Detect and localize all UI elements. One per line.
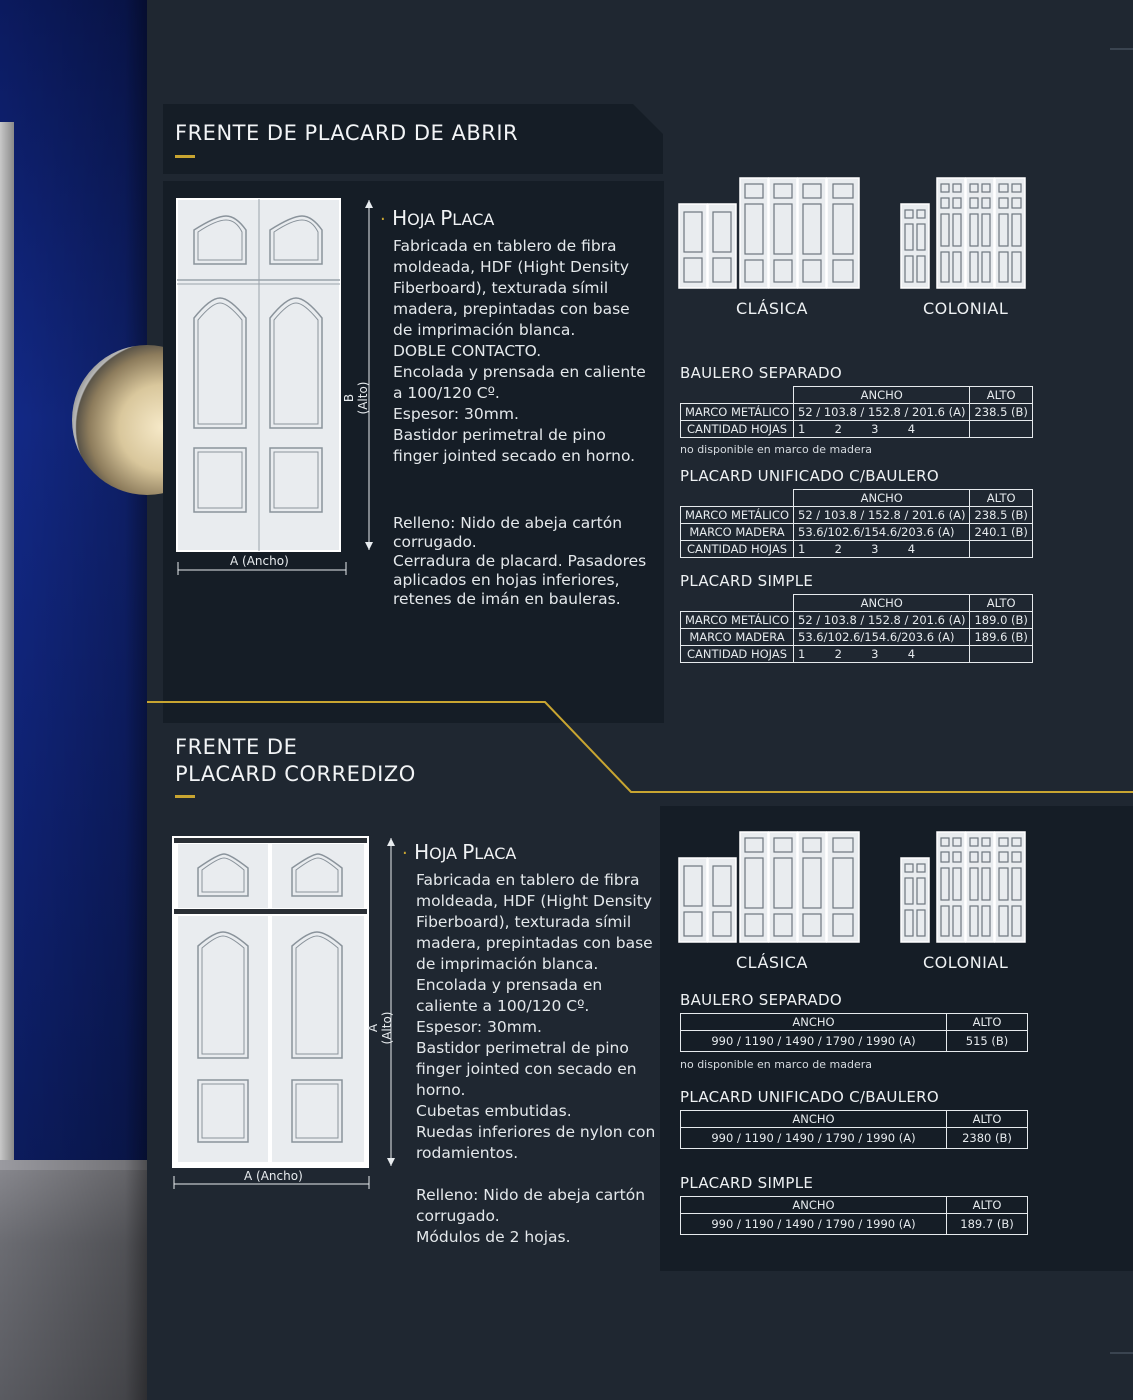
bullet-icon: · — [380, 209, 386, 230]
dim-width-label: A (Ancho) — [230, 554, 289, 568]
table3-title: PLACARD SIMPLE — [680, 572, 814, 590]
section2-title: FRENTE DE PLACARD CORREDIZO — [175, 735, 416, 786]
table1-title: BAULERO SEPARADO — [680, 364, 842, 382]
section1-title: FRENTE DE PLACARD DE ABRIR — [175, 121, 519, 145]
table5-title: PLACARD UNIFICADO C/BAULERO — [680, 1088, 939, 1106]
bullet-icon: · — [402, 843, 408, 864]
table-row: MARCO METÁLICO 52 / 103.8 / 152.8 / 201.6 (A) 238.5 (B) — [681, 507, 1033, 524]
table2-title: PLACARD UNIFICADO C/BAULERO — [680, 467, 939, 485]
table-row: MARCO METÁLICO 52 / 103.8 / 152.8 / 201.6 (A) 189.0 (B) — [681, 612, 1033, 629]
table-row: CANTIDAD HOJAS 1 2 3 4 — [681, 541, 1033, 558]
crop-mark — [1110, 1352, 1133, 1354]
table-row: MARCO MADERA 53.6/102.6/154.6/203.6 (A) 240.1 (B) — [681, 524, 1033, 541]
table-placard-unificado-2: ANCHO ALTO 990 / 1190 / 1490 / 1790 / 1990 (A) 2380 (B) — [680, 1110, 1028, 1149]
section1-description: Fabricada en tablero de fibra moldeada, HDF (Hight Density Fiberboard), texturada símil madera, prepintadas con base de imprimación blanca. DOBLE CONTACTO. Encolada y prensada en caliente a 100/120 Cº. Espesor: 30mm. Bastidor perimetral de pino finger jointed secado en horno. — [393, 237, 646, 465]
table-row: 990 / 1190 / 1490 / 1790 / 1990 (A) 515 (B) — [681, 1031, 1028, 1052]
section1-extra: Relleno: Nido de abeja cartón corrugado. Cerradura de placard. Pasadores aplicados en hojas inferiores, retenes de imán en bauleras. — [393, 514, 647, 608]
title-accent — [175, 795, 195, 798]
label-colonial: COLONIAL — [923, 953, 1009, 972]
dim-height-label: A (Alto) — [366, 1011, 394, 1045]
dim-height-label: B (Alto) — [342, 381, 370, 415]
table4-note: no disponible en marco de madera — [680, 1058, 872, 1071]
label-clasica: CLÁSICA — [736, 953, 808, 972]
table-placard-unificado: ANCHO ALTO MARCO METÁLICO 52 / 103.8 / 152.8 / 201.6 (A) 238.5 (B) MARCO MADERA 53.6/102.6/154.6/203.6 (A) 240.1 (B) CANTIDAD HOJAS 1 2 3 4 — [680, 489, 1033, 558]
table-row: CANTIDAD HOJAS 1 2 3 4 — [681, 421, 1033, 438]
table-placard-simple: ANCHO ALTO MARCO METÁLICO 52 / 103.8 / 152.8 / 201.6 (A) 189.0 (B) MARCO MADERA 53.6/102.6/154.6/203.6 (A) 189.6 (B) CANTIDAD HOJAS 1 2 3 4 — [680, 594, 1033, 663]
table4-title: BAULERO SEPARADO — [680, 991, 842, 1009]
section1-style-thumbnails — [678, 176, 1030, 292]
section2-description: Fabricada en tablero de fibra moldeada, HDF (Hight Density Fiberboard), texturada símil madera, prepintadas con base de imprimación blanca. Encolada y prensada en caliente a 100/120 Cº. Espesor: 30mm. Bastidor perimetral de pino finger jointed con secado en horno. Cubetas embutidas. Ruedas inferiores de nylon con rodamientos. — [416, 871, 656, 1162]
table1-note: no disponible en marco de madera — [680, 443, 872, 456]
label-clasica: CLÁSICA — [736, 299, 808, 318]
dim-width-label: A (Ancho) — [244, 1169, 303, 1183]
background-shadow — [0, 0, 147, 1400]
section2-hoja-title: · HOJA PLACA — [402, 840, 517, 864]
section1-hoja-title: · HOJA PLACA — [380, 206, 495, 230]
section2-extra: Relleno: Nido de abeja cartón corrugado. Módulos de 2 hojas. — [416, 1186, 646, 1246]
table-baulero-separado: ANCHO ALTO MARCO METÁLICO 52 / 103.8 / 152.8 / 201.6 (A) 238.5 (B) CANTIDAD HOJAS 1 2 3 4 — [680, 386, 1033, 438]
table-row: 990 / 1190 / 1490 / 1790 / 1990 (A) 189.7 (B) — [681, 1214, 1028, 1235]
crop-mark — [1110, 48, 1133, 50]
title-accent — [175, 155, 195, 158]
table-placard-simple-2: ANCHO ALTO 990 / 1190 / 1490 / 1790 / 1990 (A) 189.7 (B) — [680, 1196, 1028, 1235]
table-row: MARCO MADERA 53.6/102.6/154.6/203.6 (A) 189.6 (B) — [681, 629, 1033, 646]
section2-style-thumbnails — [678, 830, 1030, 946]
table6-title: PLACARD SIMPLE — [680, 1174, 814, 1192]
label-colonial: COLONIAL — [923, 299, 1009, 318]
table-row: CANTIDAD HOJAS 1 2 3 4 — [681, 646, 1033, 663]
table-baulero-separado-2: ANCHO ALTO 990 / 1190 / 1490 / 1790 / 1990 (A) 515 (B) — [680, 1013, 1028, 1052]
table-row: MARCO METÁLICO 52 / 103.8 / 152.8 / 201.6 (A) 238.5 (B) — [681, 404, 1033, 421]
table-row: 990 / 1190 / 1490 / 1790 / 1990 (A) 2380 (B) — [681, 1128, 1028, 1149]
